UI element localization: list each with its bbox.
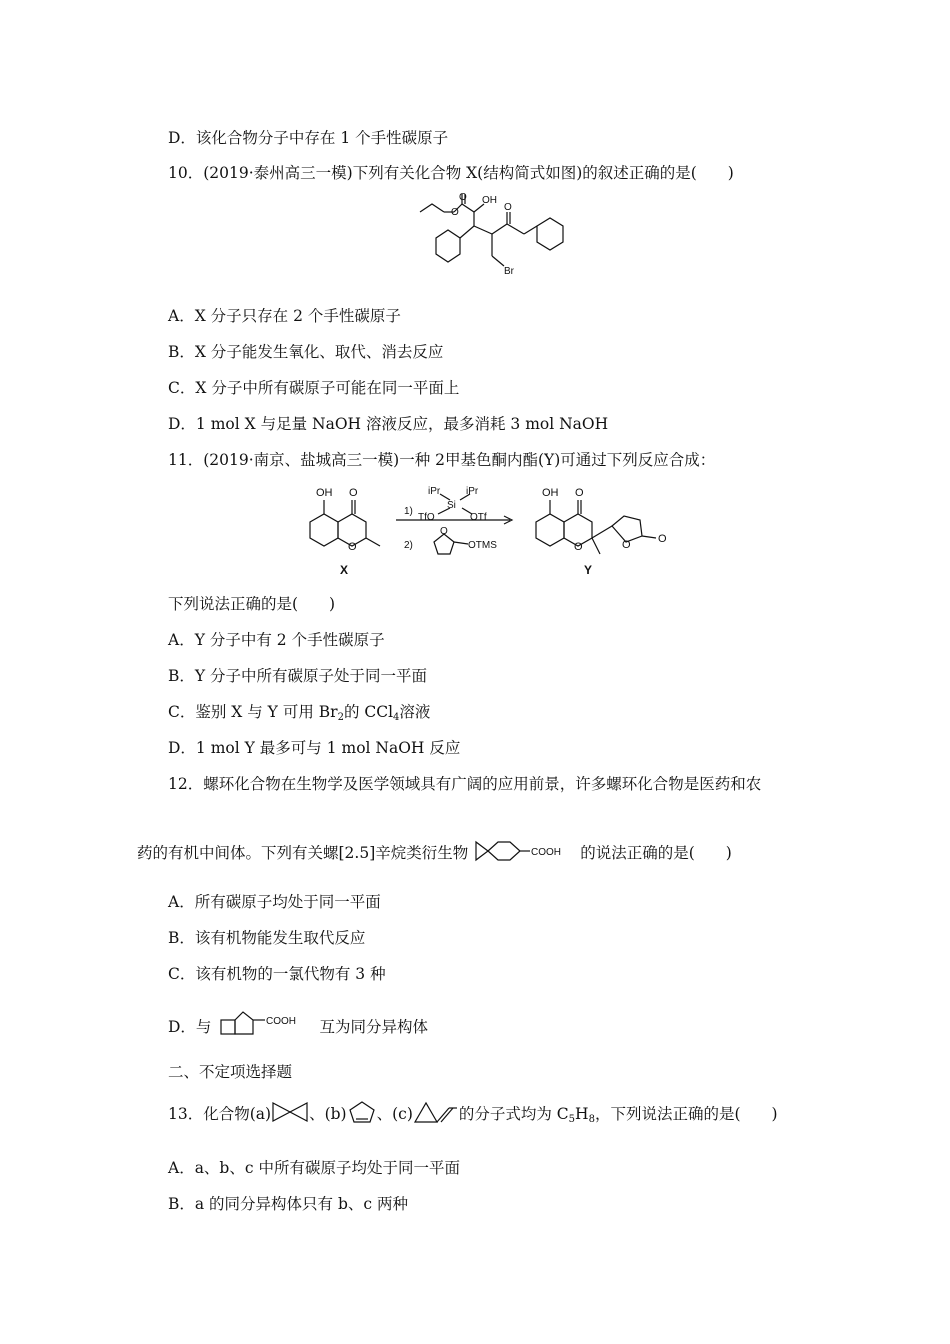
q11-option-d: D．1 mol Y 最多可与 1 mol NaOH 反应 [168,739,461,757]
q11-option-c-sub4: 4 [393,712,400,723]
q13-stem-e: ，下列说法正确的是( ) [594,1105,778,1123]
x-oh-label: OH [316,487,333,499]
y-label: Y [584,563,593,577]
ipr-left-label: iPr [428,486,441,497]
section2-title: 二、不定项选择题 [168,1063,293,1081]
q10-option-d: D．1 mol X 与足量 NaOH 溶液反应，最多消耗 3 mol NaOH [168,415,609,433]
y-carbonyl-o: O [575,487,584,499]
q12-stem-line2 [137,836,732,866]
lactone-carbonyl-o: O [658,533,667,545]
q13-option-a: A．a、b、c 中所有碳原子均处于同一平面 [168,1159,460,1177]
bicyclic-acid-structure [215,1008,315,1038]
compound-c-structure [413,1100,459,1124]
bicyclic-cooh-label: COOH [266,1016,297,1027]
q11-stem: 11．(2019·南京、盐城高三一模)一种 2甲基色酮内酯(Y)可通过下列反应合成： [168,451,716,469]
q13-h: H [575,1105,589,1123]
q13-stem [168,1100,778,1130]
si-label: Si [447,500,456,511]
q9-option-d: D．该化合物分子中存在 1 个手性碳原子 [168,129,449,147]
spiro-octane-structure [472,836,576,866]
q12-stem-line1: 12．螺环化合物在生物学及医学领域具有广阔的应用前景，许多螺环化合物是医药和农 [168,775,762,793]
compound-b-structure [347,1100,377,1124]
ester-o-label: O [451,207,459,218]
q12-option-d-b: 互为同分异构体 [319,1018,428,1036]
tfo-label: TfO [418,512,435,523]
otf-label: OTf [470,512,487,523]
q11-question: 下列说法正确的是( ) [168,595,336,613]
q13-stem-a: 13．化合物(a) [168,1105,272,1123]
q11-option-c-mid: 的 CCl [343,703,394,721]
ketone-o-label: O [504,202,512,213]
q12-option-d [168,1008,428,1038]
q10-stem: 10．(2019·泰州高三一模)下列有关化合物 X(结构简式如图)的叙述正确的是( ) [168,164,734,182]
q10-structure-figure [412,190,584,290]
y-oh-label: OH [542,487,559,499]
oh-label: OH [482,195,497,206]
lactone-ring-o: O [622,539,631,551]
compound-a-structure [271,1101,309,1123]
ipr-right-label: iPr [466,486,479,497]
step1-label: 1) [404,506,413,517]
q13-option-b: B．a 的同分异构体只有 b、c 两种 [168,1195,409,1213]
q13-stem-b: 、(b) [309,1105,347,1123]
q13-sub8: 8 [588,1114,595,1125]
q10-option-b: B．X 分子能发生氧化、取代、消去反应 [168,343,444,361]
q10-option-a: A．X 分子只存在 2 个手性碳原子 [168,307,401,325]
x-label: X [340,563,349,577]
q13-stem-d: 的分子式均为 C [458,1105,569,1123]
br-label: Br [504,266,514,277]
step2-label: 2) [404,540,413,551]
q12-option-d-a: D．与 [168,1018,212,1036]
spiro-cooh-label: COOH [531,847,562,858]
q10-option-c: C．X 分子中所有碳原子可能在同一平面上 [168,379,460,397]
q11-option-b: B．Y 分子中所有碳原子处于同一平面 [168,667,428,685]
y-ring-o: O [574,541,583,553]
furan-o-label: O [440,526,448,537]
q12-stem-line2b: 的说法正确的是( ) [580,844,732,862]
q11-option-c-end: 溶液 [399,703,431,721]
q13-stem-c: 、(c) [376,1105,413,1123]
q11-option-a: A．Y 分子中有 2 个手性碳原子 [168,631,385,649]
carbonyl-o-label: O [459,192,467,203]
x-carbonyl-o: O [349,487,358,499]
otms-label: OTMS [468,540,497,551]
q12-stem-line2a: 药的有机中间体。下列有关螺[2.5]辛烷类衍生物 [137,844,469,862]
q11-option-c-text: C．鉴别 X 与 Y 可用 Br [168,703,338,721]
q12-option-b: B．该有机物能发生取代反应 [168,929,366,947]
x-ring-o: O [348,541,357,553]
q11-reaction-scheme [300,480,680,580]
q12-option-a: A．所有碳原子均处于同一平面 [168,893,381,911]
q12-option-c: C．该有机物的一氯代物有 3 种 [168,965,386,983]
q11-option-c-sub2: 2 [337,712,344,723]
q13-sub5: 5 [568,1114,576,1125]
q11-option-c [168,702,430,728]
